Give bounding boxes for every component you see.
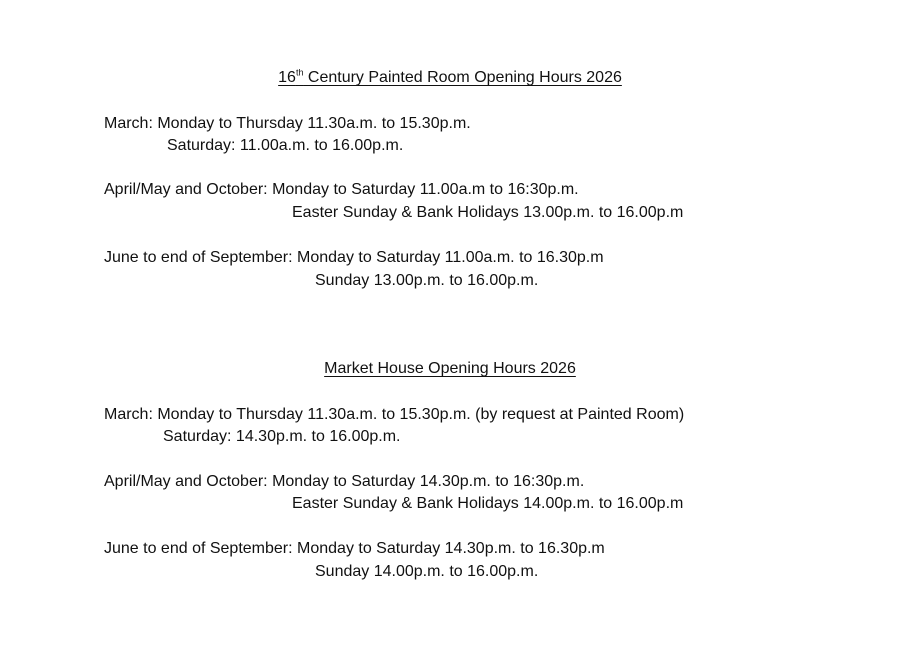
painted-room-june-line1: June to end of September: Monday to Saturday 11.00a.m. to 16.30p.m — [104, 249, 604, 266]
market-house-april-line1: April/May and October: Monday to Saturday 14.30p.m. to 16:30p.m. — [104, 473, 585, 490]
painted-room-heading — [0, 68, 900, 88]
painted-room-april-line1: April/May and October: Monday to Saturday 11.00a.m to 16:30p.m. — [104, 181, 579, 198]
painted-room-march-line1: March: Monday to Thursday 11.30a.m. to 15.30p.m. — [104, 115, 471, 132]
market-house-heading: Market House Opening Hours 2026 — [324, 360, 576, 377]
painted-room-april-line2: Easter Sunday & Bank Holidays 13.00p.m. to 16.00p.m — [292, 204, 684, 221]
painted-room-heading-number: 16 — [278, 69, 296, 86]
market-house-june-line2: Sunday 14.00p.m. to 16.00p.m. — [315, 563, 539, 580]
painted-room-march-line2: Saturday: 11.00a.m. to 16.00p.m. — [167, 137, 404, 154]
market-house-march-line2: Saturday: 14.30p.m. to 16.00p.m. — [163, 428, 401, 445]
market-house-june-line1: June to end of September: Monday to Saturday 14.30p.m. to 16.30p.m — [104, 540, 605, 557]
painted-room-heading-text: Century Painted Room Opening Hours 2026 — [303, 69, 622, 86]
painted-room-june-line2: Sunday 13.00p.m. to 16.00p.m. — [315, 272, 539, 289]
market-house-march-line1: March: Monday to Thursday 11.30a.m. to 15.30p.m. (by request at Painted Room) — [104, 406, 685, 423]
market-house-april-line2: Easter Sunday & Bank Holidays 14.00p.m. to 16.00p.m — [292, 495, 684, 512]
painted-room-heading-superscript: th — [295, 67, 304, 78]
